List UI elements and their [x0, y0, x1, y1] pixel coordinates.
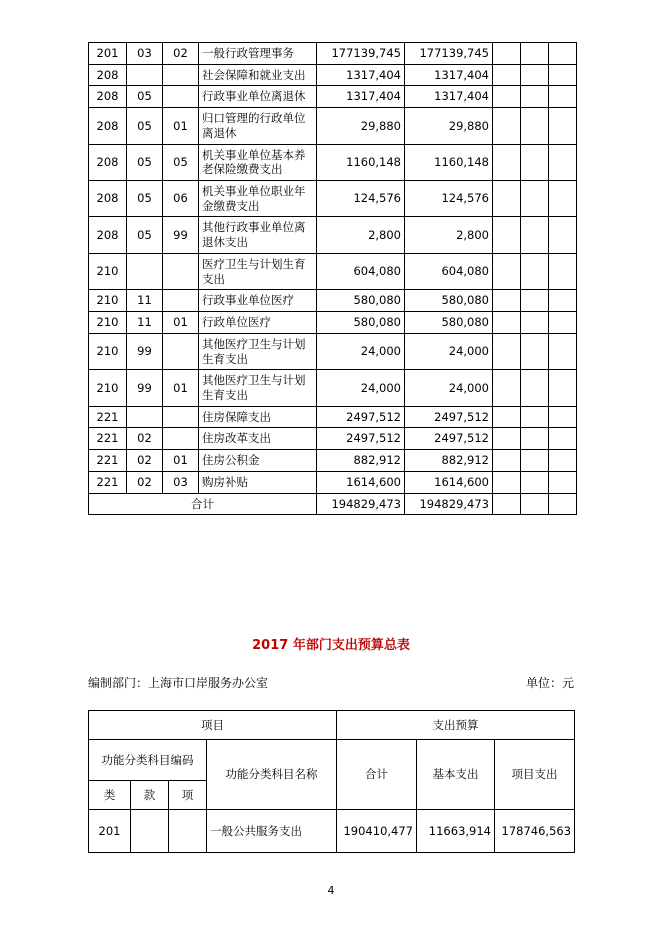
cell-extra-2: [521, 450, 549, 472]
cell-lei: 208: [89, 64, 127, 86]
cell-total-label: 合计: [89, 493, 317, 515]
cell-value-1: 124,576: [317, 181, 405, 217]
cell-value-2: 177139,745: [405, 43, 493, 65]
cell-extra-3: [549, 450, 577, 472]
cell-kuan: 02: [127, 428, 163, 450]
cell-extra-1: [493, 217, 521, 253]
cell-extra-1: [493, 406, 521, 428]
table-row: [89, 471, 577, 493]
cell-total-extra-2: [521, 493, 549, 515]
table-header-row-1: [89, 711, 575, 740]
cell-extra-3: [549, 370, 577, 406]
cell-subject-name: 住房改革支出: [199, 428, 317, 450]
cell-value-2: 1160,148: [405, 144, 493, 180]
cell-extra-2: [521, 181, 549, 217]
cell-value-1: 1614,600: [317, 471, 405, 493]
header-basic-expenditure: 基本支出: [417, 740, 495, 810]
table-functional-classification: [88, 42, 577, 515]
section2-meta: [88, 674, 574, 691]
cell-subject-name: 其他医疗卫生与计划生育支出: [199, 333, 317, 369]
cell-extra-3: [549, 64, 577, 86]
cell-extra-3: [549, 43, 577, 65]
cell-kuan: 11: [127, 312, 163, 334]
cell-xiang: 01: [163, 450, 199, 472]
cell-value-1: 1317,404: [317, 64, 405, 86]
cell-value-1: 1160,148: [317, 144, 405, 180]
cell-xiang: [163, 290, 199, 312]
cell-lei: 208: [89, 144, 127, 180]
cell-extra-2: [521, 144, 549, 180]
cell-xiang: 01: [163, 370, 199, 406]
cell-extra-1: [493, 86, 521, 108]
cell-extra-2: [521, 333, 549, 369]
cell-value-2: 2,800: [405, 217, 493, 253]
cell-kuan: [127, 406, 163, 428]
header-item-group: 项目: [89, 711, 337, 740]
cell-value-2: 1317,404: [405, 86, 493, 108]
cell-kuan: 99: [127, 370, 163, 406]
cell-value-1: 2497,512: [317, 406, 405, 428]
cell-value-1: 2,800: [317, 217, 405, 253]
table-body: [89, 43, 577, 515]
cell-subject-name: 行政单位医疗: [199, 312, 317, 334]
cell-lei: 210: [89, 333, 127, 369]
cell-extra-3: [549, 181, 577, 217]
cell-total-extra-3: [549, 493, 577, 515]
cell-extra-3: [549, 290, 577, 312]
cell-subject-name: 行政事业单位医疗: [199, 290, 317, 312]
cell-value-2: 2497,512: [405, 406, 493, 428]
cell-extra-3: [549, 144, 577, 180]
expenditure-summary-table: [88, 710, 574, 853]
section2-header: [88, 634, 574, 653]
cell-subject-name: 住房保障支出: [199, 406, 317, 428]
header-subject-name: 功能分类科目名称: [207, 740, 337, 810]
cell-subject-name: 一般行政管理事务: [199, 43, 317, 65]
cell-extra-1: [493, 312, 521, 334]
cell-extra-1: [493, 43, 521, 65]
cell-extra-3: [549, 428, 577, 450]
cell-lei: 201: [89, 810, 131, 853]
cell-extra-1: [493, 253, 521, 289]
cell-extra-2: [521, 217, 549, 253]
cell-xiang: 99: [163, 217, 199, 253]
cell-subject-name: 归口管理的行政单位离退休: [199, 108, 317, 144]
cell-xiang: [169, 810, 207, 853]
cell-xiang: [163, 428, 199, 450]
table-row: [89, 290, 577, 312]
table-row: [89, 217, 577, 253]
header-kuan: 款: [131, 781, 169, 810]
cell-extra-3: [549, 108, 577, 144]
table-header-row-2: [89, 740, 575, 781]
cell-lei: 208: [89, 86, 127, 108]
cell-value-2: 580,080: [405, 312, 493, 334]
expenditure-table-continued: [88, 42, 574, 515]
cell-lei: 208: [89, 181, 127, 217]
cell-lei: 221: [89, 450, 127, 472]
table-row: [89, 43, 577, 65]
cell-subject-name: 其他医疗卫生与计划生育支出: [199, 370, 317, 406]
cell-value-2: 2497,512: [405, 428, 493, 450]
cell-lei: 221: [89, 471, 127, 493]
cell-extra-2: [521, 290, 549, 312]
cell-subject-name: 行政事业单位离退休: [199, 86, 317, 108]
cell-value-1: 24,000: [317, 333, 405, 369]
cell-value-2: 124,576: [405, 181, 493, 217]
table-row: [89, 64, 577, 86]
header-lei: 类: [89, 781, 131, 810]
table-row: [89, 810, 575, 853]
cell-extra-2: [521, 253, 549, 289]
cell-extra-3: [549, 333, 577, 369]
cell-xiang: 01: [163, 108, 199, 144]
cell-value-2: 580,080: [405, 290, 493, 312]
cell-xiang: [163, 64, 199, 86]
cell-kuan: [131, 810, 169, 853]
table-row: [89, 86, 577, 108]
cell-lei: 210: [89, 370, 127, 406]
cell-subject-name: 医疗卫生与计划生育支出: [199, 253, 317, 289]
cell-extra-1: [493, 144, 521, 180]
cell-basic-expenditure: 11663,914: [417, 810, 495, 853]
table-row: [89, 333, 577, 369]
cell-extra-1: [493, 64, 521, 86]
cell-extra-3: [549, 406, 577, 428]
cell-xiang: 02: [163, 43, 199, 65]
cell-value-2: 24,000: [405, 333, 493, 369]
cell-xiang: [163, 253, 199, 289]
cell-kuan: [127, 253, 163, 289]
cell-lei: 221: [89, 428, 127, 450]
cell-extra-2: [521, 471, 549, 493]
cell-extra-1: [493, 450, 521, 472]
cell-value-2: 1317,404: [405, 64, 493, 86]
cell-kuan: 02: [127, 471, 163, 493]
table-row: [89, 312, 577, 334]
unit-label: 单位：元: [525, 676, 574, 690]
cell-subject-name: 机关事业单位基本养老保险缴费支出: [199, 144, 317, 180]
table-row: [89, 181, 577, 217]
compiler-department-label: 编制部门：上海市口岸服务办公室: [88, 676, 269, 690]
cell-extra-2: [521, 64, 549, 86]
cell-lei: 210: [89, 290, 127, 312]
cell-kuan: [127, 64, 163, 86]
cell-extra-2: [521, 312, 549, 334]
cell-extra-1: [493, 333, 521, 369]
cell-extra-3: [549, 471, 577, 493]
header-code-group: 功能分类科目编码: [89, 740, 207, 781]
cell-extra-2: [521, 370, 549, 406]
cell-kuan: 05: [127, 181, 163, 217]
cell-lei: 210: [89, 312, 127, 334]
cell-extra-2: [521, 108, 549, 144]
cell-total-value-2: 194829,473: [405, 493, 493, 515]
cell-kuan: 99: [127, 333, 163, 369]
cell-value-1: 24,000: [317, 370, 405, 406]
cell-value-1: 177139,745: [317, 43, 405, 65]
cell-total-extra-1: [493, 493, 521, 515]
cell-extra-1: [493, 471, 521, 493]
cell-extra-3: [549, 217, 577, 253]
cell-extra-1: [493, 370, 521, 406]
cell-subject-name: 机关事业单位职业年金缴费支出: [199, 181, 317, 217]
cell-value-2: 1614,600: [405, 471, 493, 493]
table-row: [89, 144, 577, 180]
cell-kuan: 05: [127, 108, 163, 144]
section2-title: 2017 年部门支出预算总表: [252, 638, 410, 653]
cell-kuan: 05: [127, 86, 163, 108]
table-row: [89, 253, 577, 289]
cell-extra-1: [493, 428, 521, 450]
header-total: 合计: [337, 740, 417, 810]
cell-subject-name: 其他行政事业单位离退休支出: [199, 217, 317, 253]
cell-extra-2: [521, 43, 549, 65]
cell-lei: 210: [89, 253, 127, 289]
cell-lei: 221: [89, 406, 127, 428]
table-row: [89, 406, 577, 428]
table-row: [89, 370, 577, 406]
cell-value-1: 604,080: [317, 253, 405, 289]
table-row: [89, 108, 577, 144]
cell-value-1: 580,080: [317, 312, 405, 334]
cell-kuan: 03: [127, 43, 163, 65]
cell-subject-name: 社会保障和就业支出: [199, 64, 317, 86]
cell-kuan: 05: [127, 217, 163, 253]
table-body: [89, 711, 575, 853]
cell-kuan: 02: [127, 450, 163, 472]
cell-value-1: 882,912: [317, 450, 405, 472]
header-budget-group: 支出预算: [337, 711, 575, 740]
cell-value-1: 29,880: [317, 108, 405, 144]
cell-subject-name: 购房补贴: [199, 471, 317, 493]
cell-subject-name: 一般公共服务支出: [207, 810, 337, 853]
page-number: 4: [327, 884, 335, 897]
cell-value-2: 604,080: [405, 253, 493, 289]
cell-value-1: 2497,512: [317, 428, 405, 450]
cell-value-1: 580,080: [317, 290, 405, 312]
cell-project-expenditure: 178746,563: [495, 810, 575, 853]
table-row: [89, 450, 577, 472]
cell-lei: 201: [89, 43, 127, 65]
table-row: [89, 428, 577, 450]
cell-total: 190410,477: [337, 810, 417, 853]
cell-value-2: 24,000: [405, 370, 493, 406]
cell-xiang: [163, 406, 199, 428]
cell-extra-1: [493, 181, 521, 217]
cell-extra-3: [549, 253, 577, 289]
cell-extra-2: [521, 86, 549, 108]
cell-lei: 208: [89, 108, 127, 144]
cell-xiang: 05: [163, 144, 199, 180]
cell-xiang: [163, 86, 199, 108]
cell-xiang: 01: [163, 312, 199, 334]
cell-value-2: 882,912: [405, 450, 493, 472]
cell-xiang: [163, 333, 199, 369]
cell-extra-3: [549, 312, 577, 334]
table-total-row: [89, 493, 577, 515]
cell-extra-3: [549, 86, 577, 108]
cell-extra-2: [521, 428, 549, 450]
cell-total-value-1: 194829,473: [317, 493, 405, 515]
header-xiang: 项: [169, 781, 207, 810]
cell-extra-1: [493, 108, 521, 144]
cell-kuan: 11: [127, 290, 163, 312]
table-expenditure-budget-summary: [88, 710, 575, 853]
cell-xiang: 06: [163, 181, 199, 217]
cell-kuan: 05: [127, 144, 163, 180]
cell-value-1: 1317,404: [317, 86, 405, 108]
cell-value-2: 29,880: [405, 108, 493, 144]
cell-xiang: 03: [163, 471, 199, 493]
cell-subject-name: 住房公积金: [199, 450, 317, 472]
cell-extra-2: [521, 406, 549, 428]
cell-lei: 208: [89, 217, 127, 253]
header-project-expenditure: 项目支出: [495, 740, 575, 810]
cell-extra-1: [493, 290, 521, 312]
